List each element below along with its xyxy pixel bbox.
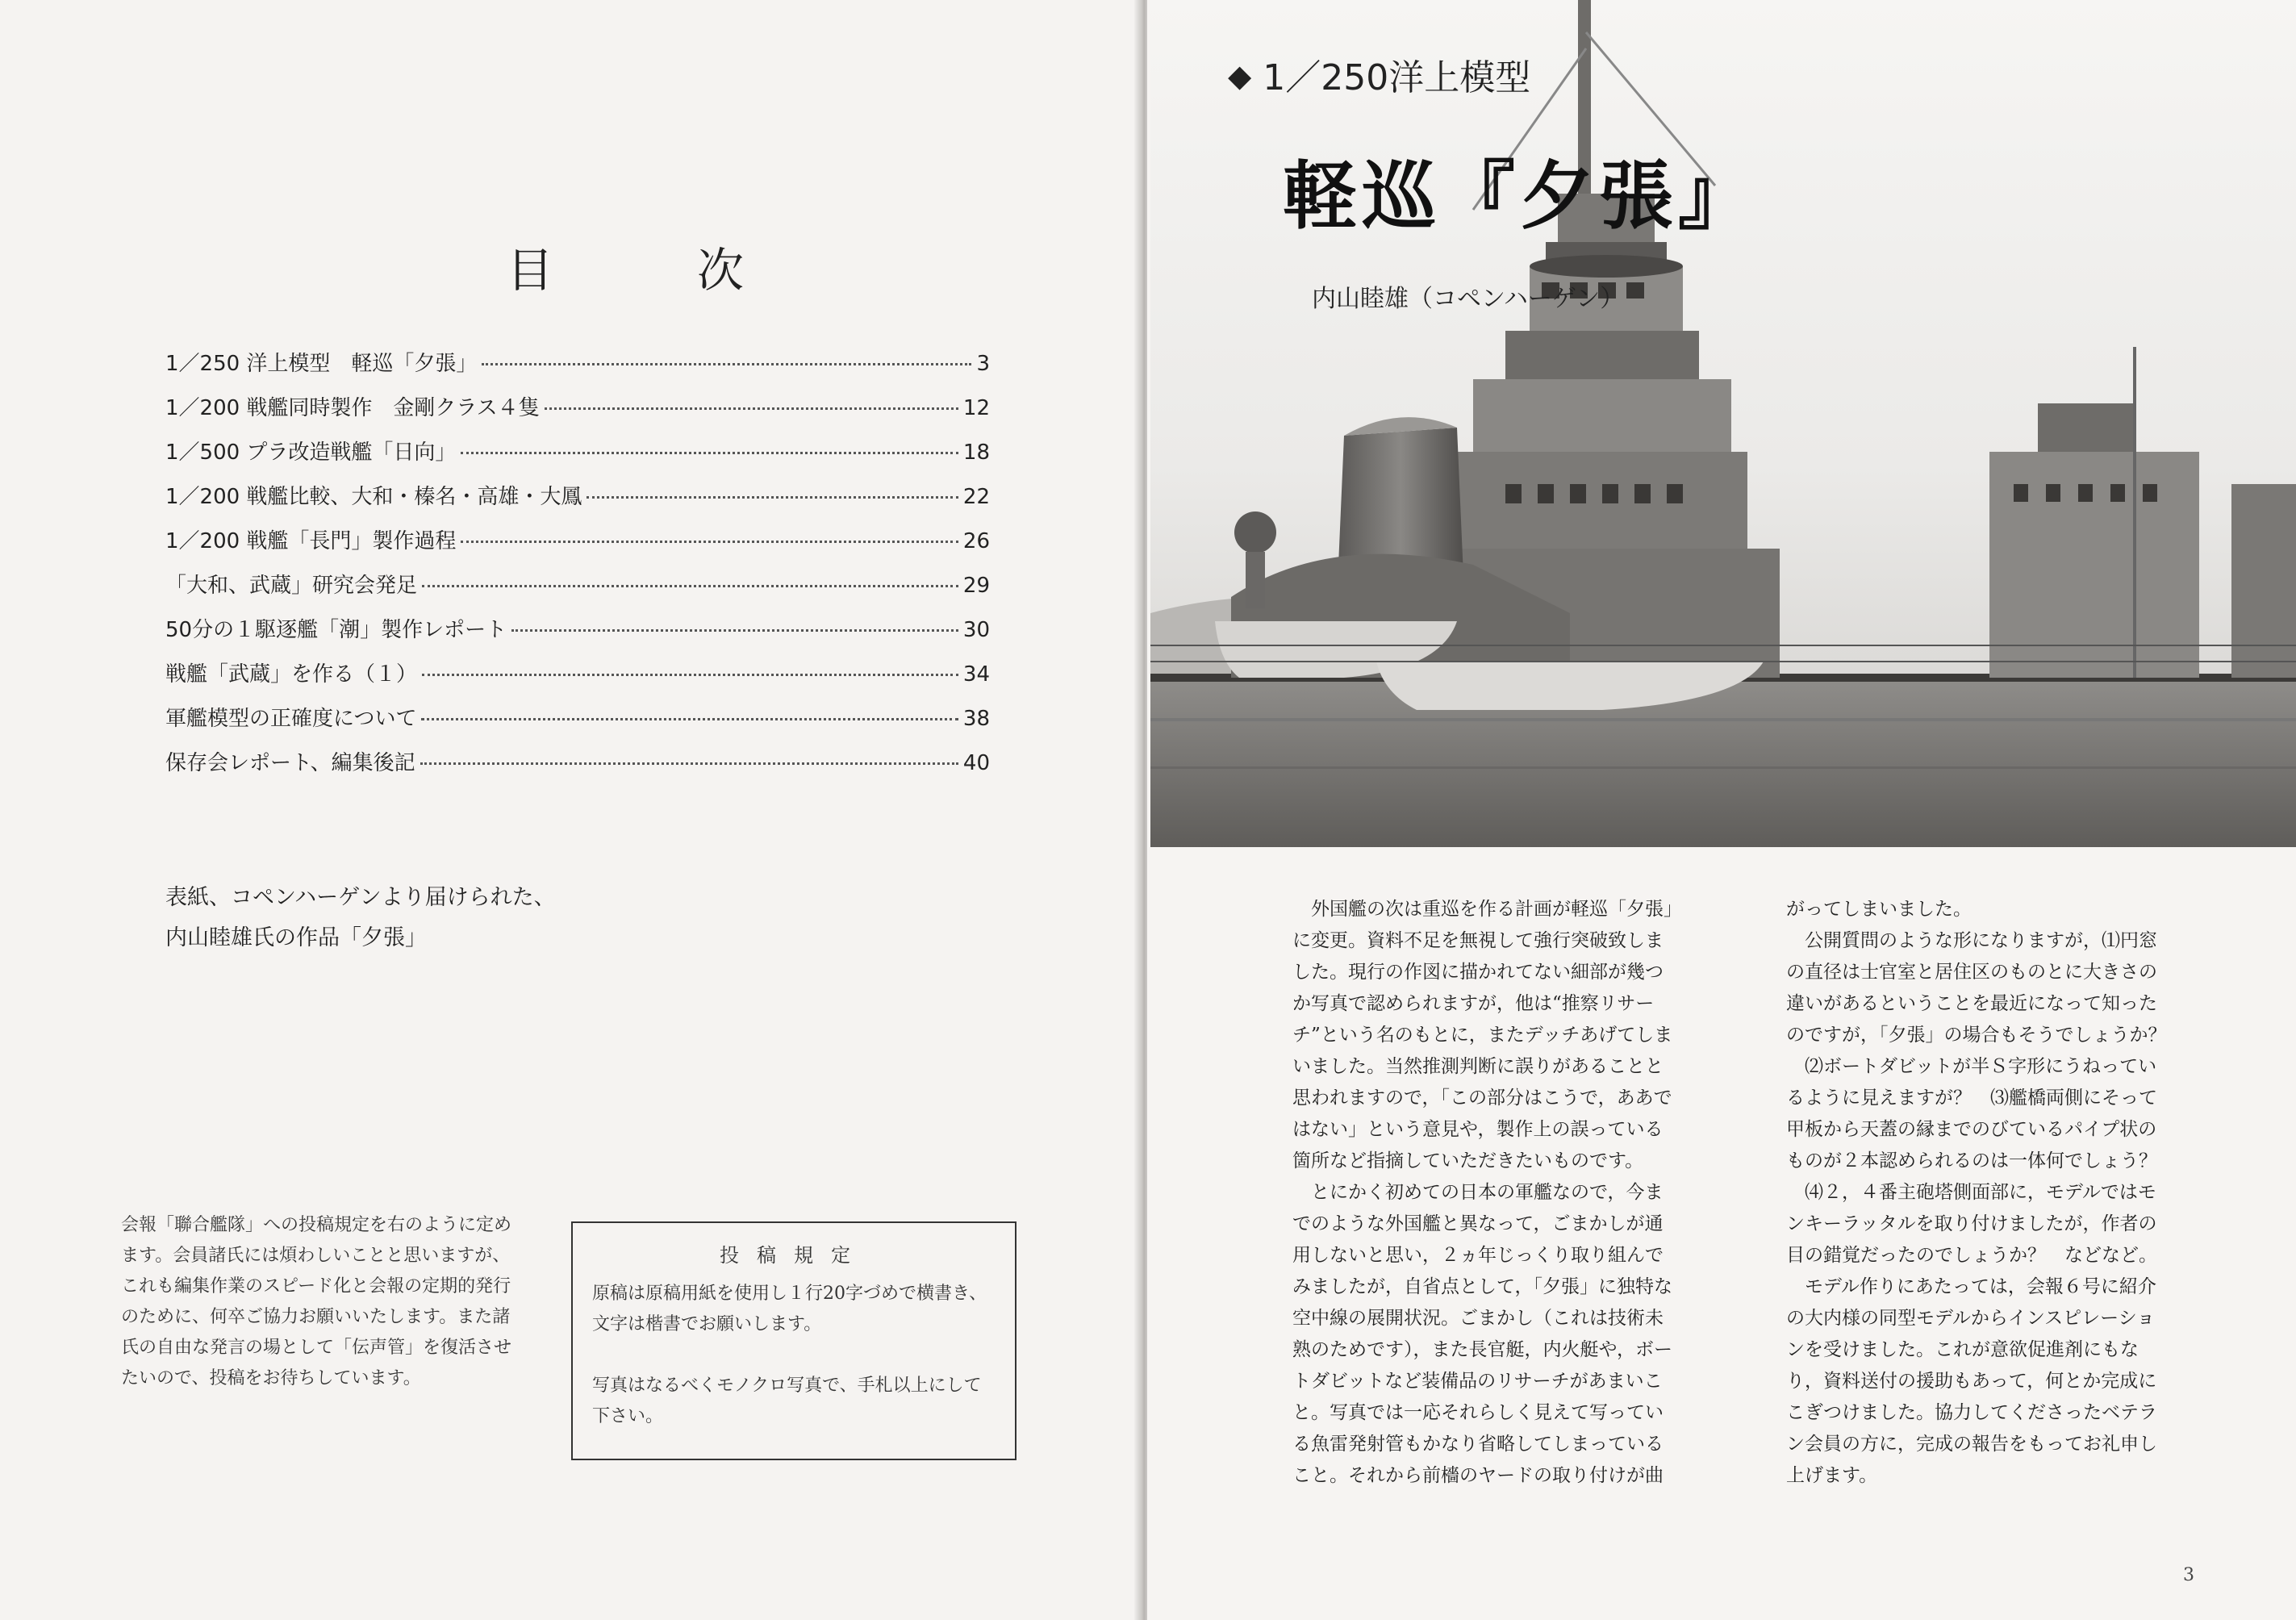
toc-item-page: 29 (962, 574, 990, 598)
toc-item[interactable] (165, 391, 990, 436)
article-paragraph: ⑵ボートダビットが半Ｓ字形にうねっているように見えますが？ ⑶艦橋両側にそって甲板から天蓋の縁までのびているパイプ状のものが２本認められるのは一体何でしょう？ (1786, 1056, 2157, 1171)
toc-item[interactable] (165, 658, 990, 702)
article-paragraph: ⑷２，４番主砲塔側面部に，モデルではモンキーラッタルを取り付けましたが，作者の目の錯覚だったのでしょうか？ などなど。 (1786, 1182, 2157, 1266)
toc-leader (511, 629, 958, 632)
toc-leader (421, 718, 958, 720)
article-paragraph: がってしまいました。 (1786, 899, 1972, 920)
toc-item-page: 3 (976, 352, 990, 376)
cover-caption-line: 内山睦雄氏の作品「夕張」 (165, 925, 427, 950)
rules-title: 投稿規定 (720, 1244, 868, 1267)
toc-item-page: 12 (962, 396, 990, 420)
toc-leader (422, 674, 958, 676)
cover-caption-line: 表紙、コペンハーゲンより届けられた、 (165, 885, 556, 910)
toc-item[interactable] (165, 524, 990, 569)
toc-item-page: 22 (962, 485, 990, 509)
diamond-bullet-icon: ◆ (1228, 58, 1252, 94)
article-paragraph: 公開質問のような形になりますが，⑴円窓の直径は士官室と居住区のものとに大きさの違いがあるということを最近になって知ったのですが，「夕張」の場合もそうでしょうか？ (1786, 930, 2167, 1046)
toc-item-title: 「大和、武蔵」研究会発足 (165, 574, 418, 598)
toc-title: 目 次 (507, 243, 793, 298)
table-of-contents (165, 347, 990, 791)
cover-caption (165, 878, 556, 958)
toc-item-title: 1／250 洋上模型 軽巡「夕張」 (165, 352, 478, 376)
toc-item[interactable] (165, 480, 990, 524)
submission-note: 会報「聯合艦隊」への投稿規定を右のように定めます。会員諸氏には煩わしいことと思いますが、これも編集作業のスピード化と会報の定期的発行のために、何卒ご協力お願いいたします。また諸氏の自由な発言の場として「伝声管」を復活させたいので、投稿をお待ちしています。 (121, 1215, 512, 1388)
toc-item[interactable] (165, 569, 990, 613)
toc-leader (461, 452, 958, 454)
series-heading (1228, 48, 1530, 100)
toc-item-page: 18 (962, 440, 990, 465)
left-page (0, 0, 1141, 1620)
toc-item[interactable] (165, 746, 990, 791)
page-number: 3 (2183, 1565, 2194, 1585)
article-title: 軽巡『夕張』 (1283, 152, 1758, 240)
toc-item-title: 1／200 戦艦同時製作 金剛クラス４隻 (165, 396, 540, 420)
toc-item-title: 戦艦「武蔵」を作る（１） (165, 662, 418, 687)
rules-paragraph: 原稿は原稿用紙を使用し１行20字づめで横書き、文字は楷書でお願いします。 (592, 1284, 987, 1334)
toc-leader (422, 585, 958, 587)
toc-item-page: 38 (962, 707, 990, 731)
toc-leader (545, 407, 958, 410)
toc-leader (461, 541, 958, 543)
rules-body (573, 1267, 1015, 1432)
article-paragraph: とにかく初めての日本の軍艦なので，今までのような外国艦と異なって，ごまかしが通用しないと思い，２ヵ年じっくり取り組んでみましたが，自省点として，「夕張」に独特な空中線の展開状況。ごまかし（これは技術未熟のためです），また長官艇，内火艇や，ボートダビットなど装備品のリサーチがあまいこと。写真では一応それらしく見えて写っている魚雷発射管もかなり省略してしまっていること。それから前檣のヤードの取り付けが曲 (1292, 1182, 1673, 1486)
toc-item-page: 34 (962, 662, 990, 687)
toc-item-title: 1／200 戦艦比較、大和・榛名・高雄・大鳳 (165, 485, 582, 509)
article-paragraph: 外国艦の次は重巡を作る計画が軽巡「夕張」に変更。資料不足を無視して強行突破致しました。現行の作図に描かれてない細部が幾つか写真で認められますが，他は“推察リサーチ”という名のもとに，またデッチあげてしまいました。当然推測判断に誤りがあることと思われますので，「この部分はこうで，ああではない」という意見や，製作上の誤っている箇所など指摘していただきたいものです。 (1292, 899, 1673, 1171)
rules-paragraph: 写真はなるべくモノクロ写真で、手札以上にして下さい。 (592, 1376, 982, 1426)
submission-rules-box (571, 1221, 1017, 1460)
toc-item-page: 30 (962, 618, 990, 642)
toc-item-title: 1／500 プラ改造戦艦「日向」 (165, 440, 457, 465)
article-paragraph: モデル作りにあたっては，会報６号に紹介の大内様の同型モデルからインスピレーションを受けました。これが意欲促進剤にもなり，資料送付の援助もあって，何とか完成にこぎつけました。協力してくださったベテラン会員の方に，完成の報告をもってお礼申し上げます。 (1786, 1276, 2157, 1486)
toc-item-title: 1／200 戦艦「長門」製作過程 (165, 529, 457, 553)
article-author: 内山睦雄（コペンハーゲン） (1312, 285, 1625, 313)
toc-item[interactable] (165, 702, 990, 746)
toc-item-page: 40 (962, 751, 990, 775)
toc-item[interactable] (165, 613, 990, 658)
toc-leader (482, 363, 971, 365)
toc-leader (587, 496, 958, 499)
article-column-1 (1292, 894, 1680, 1492)
toc-item-title: 保存会レポート、編集後記 (165, 751, 415, 775)
toc-item[interactable] (165, 436, 990, 480)
toc-item[interactable] (165, 347, 990, 391)
article-column-2 (1786, 894, 2173, 1492)
toc-item-title: 50分の１駆逐艦「潮」製作レポート (165, 618, 507, 642)
series-label: 1／250洋上模型 (1263, 57, 1531, 98)
toc-item-page: 26 (962, 529, 990, 553)
toc-item-title: 軍艦模型の正確度について (165, 707, 417, 731)
ship-model-photo (1150, 0, 2296, 847)
toc-leader (420, 762, 958, 765)
